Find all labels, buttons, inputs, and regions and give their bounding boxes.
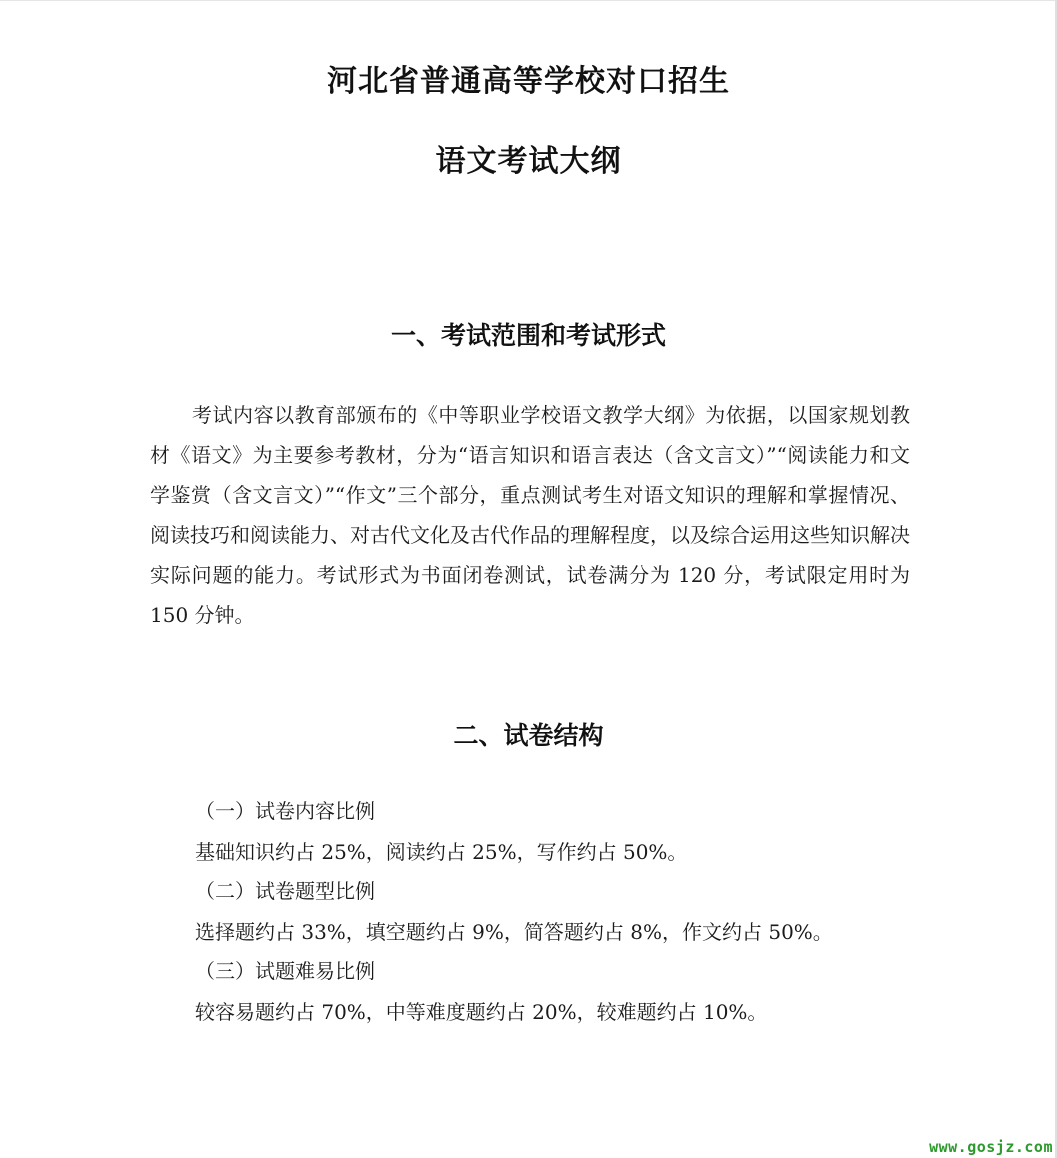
page-top-border bbox=[0, 0, 1057, 1]
section-heading-structure: 二、试卷结构 bbox=[453, 721, 604, 750]
site-watermark: www.gosjz.com bbox=[929, 1138, 1053, 1156]
document-title: 河北省普通高等学校对口招生 bbox=[327, 64, 730, 99]
section-paragraph-scope: 考试内容以教育部颁布的《中等职业学校语文教学大纲》为依据，以国家规划教材《语文》为主要参考教材，分为“语言知识和语言表达（含文言文）”“阅读能力和文学鉴赏（含文言文）”“作文”三个部分，重点测试考生对语文知识的理解和掌握情况、阅读技巧和阅读能力、对古代文化及古代作品的理解程度，以及综合运用这些知识解决实际问题的能力。考试形式为书面闭卷测试，试卷满分为 120 分，考试限定用时为 150 分钟。 bbox=[150, 403, 910, 627]
subheading-question-type-ratio: （二）试卷题型比例 bbox=[195, 879, 375, 903]
document-subtitle: 语文考试大纲 bbox=[435, 144, 622, 179]
content-ratio-text: 基础知识约占 25%，阅读约占 25%，写作约占 50%。 bbox=[195, 840, 688, 864]
subheading-content-ratio: （一）试卷内容比例 bbox=[195, 799, 375, 823]
difficulty-ratio-text: 较容易题约占 70%，中等难度题约占 20%，较难题约占 10%。 bbox=[195, 1000, 768, 1024]
section-heading-scope: 一、考试范围和考试形式 bbox=[390, 321, 666, 350]
subheading-difficulty-ratio: （三）试题难易比例 bbox=[195, 959, 375, 983]
question-type-ratio-text: 选择题约占 33%，填空题约占 9%，简答题约占 8%，作文约占 50%。 bbox=[195, 920, 833, 944]
